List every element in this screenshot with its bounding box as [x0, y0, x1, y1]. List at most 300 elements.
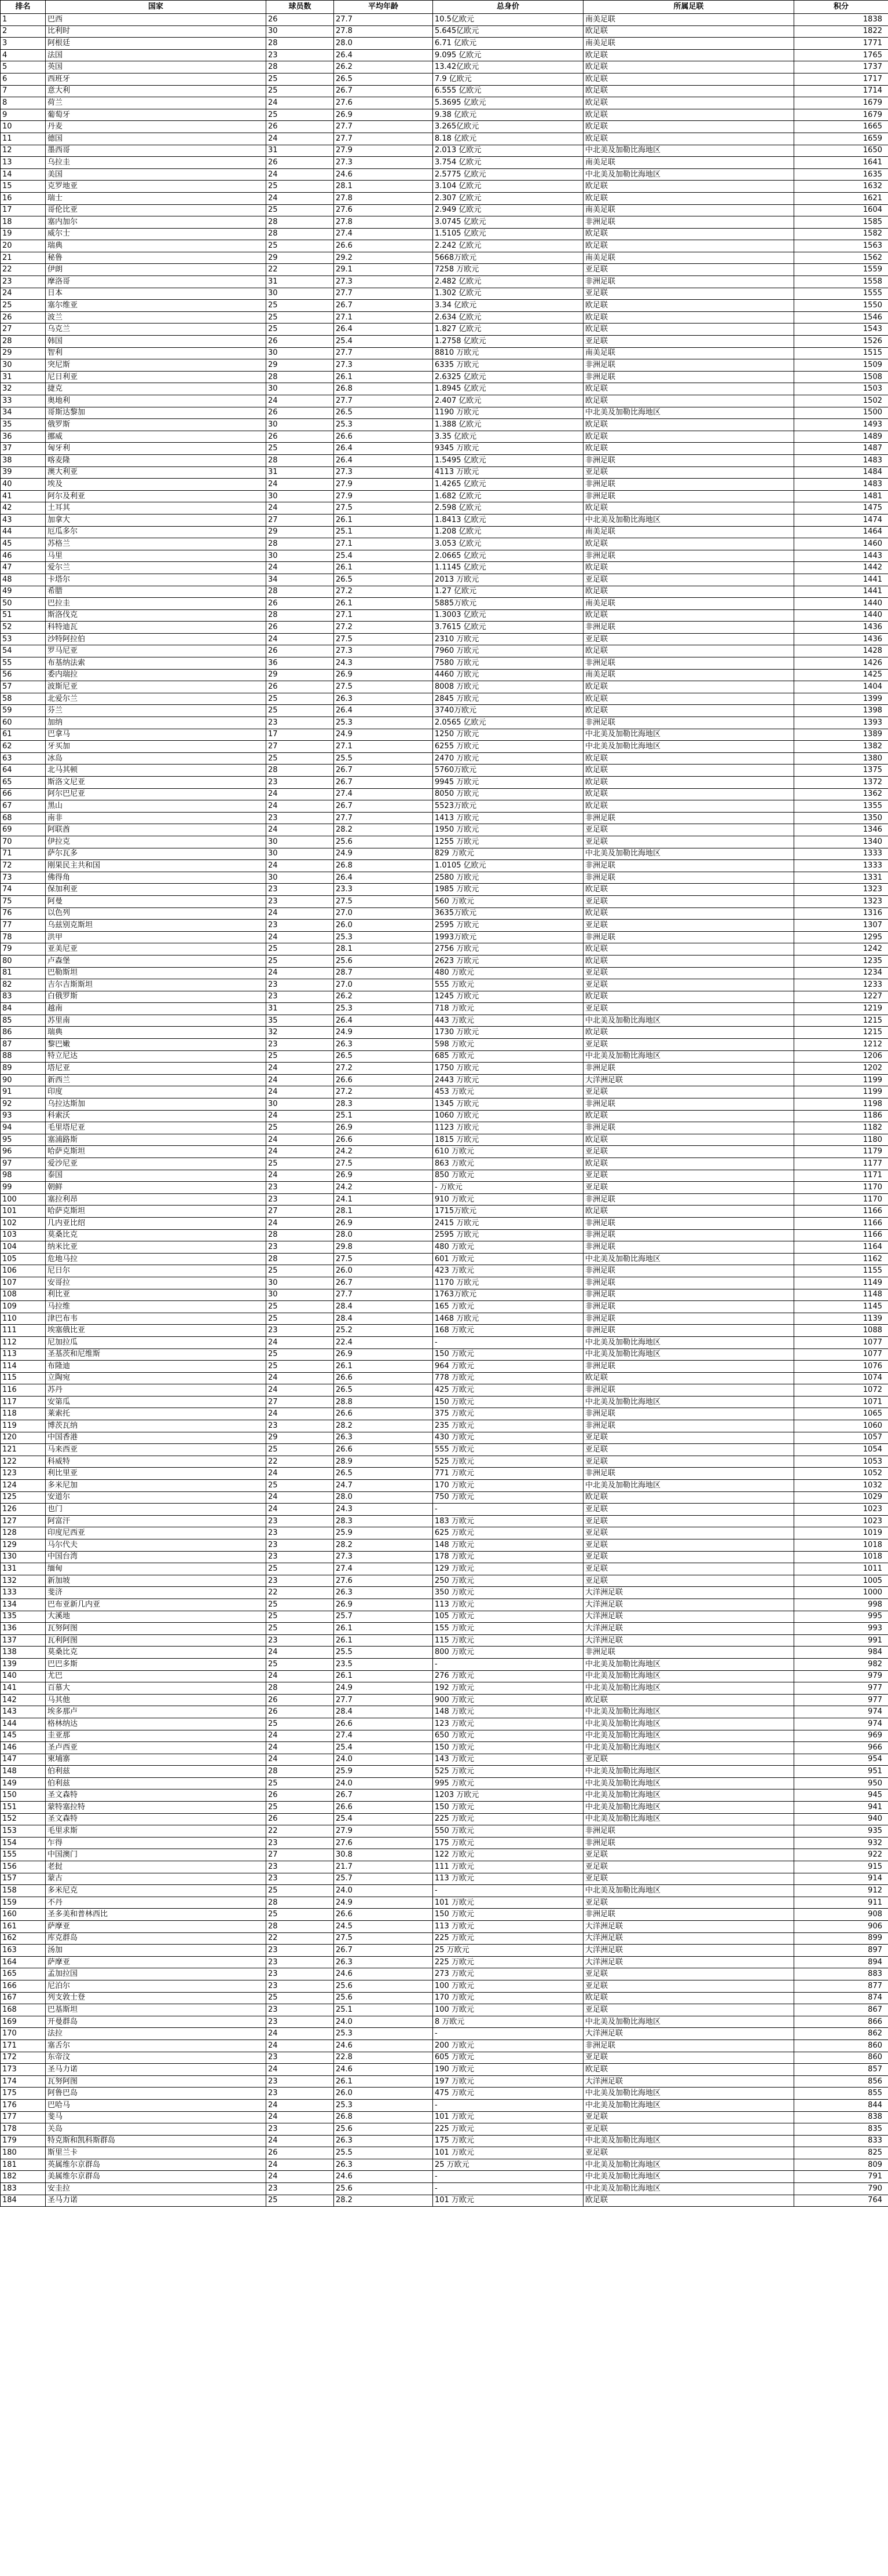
rank-cell: 112: [1, 1336, 46, 1348]
confederation-cell: 亚足联: [584, 2111, 794, 2123]
points-cell: 860: [794, 2040, 888, 2052]
avg-age-cell: 24.9: [334, 729, 433, 741]
points-cell: 1215: [794, 1027, 888, 1039]
rank-cell: 73: [1, 872, 46, 884]
country-cell: 圣多美和普林西比: [46, 1909, 266, 1921]
players-cell: 26: [266, 681, 334, 693]
total-value-cell: 2310 万欧元: [433, 633, 584, 645]
country-cell: 苏丹: [46, 1384, 266, 1397]
rank-cell: 111: [1, 1325, 46, 1337]
points-cell: 1737: [794, 61, 888, 74]
points-cell: 906: [794, 1921, 888, 1933]
rank-cell: 10: [1, 121, 46, 133]
players-cell: 25: [266, 443, 334, 455]
confederation-cell: 中北美及加勒比海地区: [584, 2088, 794, 2100]
rank-cell: 69: [1, 824, 46, 836]
players-cell: 24: [266, 2040, 334, 2052]
country-cell: 阿根廷: [46, 38, 266, 50]
points-cell: 1508: [794, 371, 888, 383]
country-cell: 莱索托: [46, 1408, 266, 1420]
points-cell: 1186: [794, 1110, 888, 1122]
country-cell: 圣文森特: [46, 1813, 266, 1825]
avg-age-cell: 26.6: [334, 1074, 433, 1086]
country-cell: 特立尼达: [46, 1050, 266, 1063]
rank-cell: 145: [1, 1730, 46, 1742]
total-value-cell: 625 万欧元: [433, 1527, 584, 1539]
rank-cell: 61: [1, 729, 46, 741]
confederation-cell: 非洲足联: [584, 872, 794, 884]
table-row: [1, 454, 888, 466]
rank-cell: 2: [1, 25, 46, 38]
players-cell: 22: [266, 1825, 334, 1838]
players-cell: 24: [266, 2171, 334, 2183]
avg-age-cell: 25.3: [334, 419, 433, 431]
players-cell: 23: [266, 1551, 334, 1563]
points-cell: 1382: [794, 741, 888, 753]
points-cell: 1585: [794, 216, 888, 229]
rank-cell: 27: [1, 324, 46, 336]
country-cell: 危地马拉: [46, 1253, 266, 1265]
table-row: [1, 145, 888, 157]
points-cell: 1500: [794, 407, 888, 419]
points-cell: 1550: [794, 300, 888, 312]
avg-age-cell: 26.9: [334, 109, 433, 121]
players-cell: 22: [266, 1587, 334, 1599]
rank-cell: 5: [1, 61, 46, 74]
confederation-cell: 中北美及加勒比海地区: [584, 1682, 794, 1695]
table-row: [1, 1336, 888, 1348]
country-cell: 塞舌尔: [46, 2040, 266, 2052]
players-cell: 23: [266, 1182, 334, 1194]
table-row: [1, 1074, 888, 1086]
players-cell: 25: [266, 1623, 334, 1635]
avg-age-cell: 27.2: [334, 622, 433, 634]
total-value-cell: 650 万欧元: [433, 1730, 584, 1742]
table-row: [1, 1313, 888, 1325]
rank-cell: 13: [1, 157, 46, 169]
avg-age-cell: 26.4: [334, 49, 433, 61]
total-value-cell: 13.42亿欧元: [433, 61, 584, 74]
points-cell: 1060: [794, 1420, 888, 1432]
confederation-cell: 欧足联: [584, 383, 794, 395]
confederation-cell: 欧足联: [584, 538, 794, 550]
table-row: [1, 2075, 888, 2088]
table-row: [1, 228, 888, 240]
players-cell: 23: [266, 1241, 334, 1254]
players-cell: 28: [266, 216, 334, 229]
country-cell: 冰岛: [46, 752, 266, 765]
table-row: [1, 288, 888, 300]
rank-cell: 176: [1, 2099, 46, 2111]
confederation-cell: 亚足联: [584, 1527, 794, 1539]
table-row: [1, 1837, 888, 1849]
rank-cell: 82: [1, 979, 46, 991]
rank-cell: 57: [1, 681, 46, 693]
total-value-cell: 168 万欧元: [433, 1325, 584, 1337]
players-cell: 24: [266, 860, 334, 872]
avg-age-cell: 26.7: [334, 300, 433, 312]
country-cell: 伊朗: [46, 264, 266, 276]
confederation-cell: 中北美及加勒比海地区: [584, 2183, 794, 2195]
points-cell: 941: [794, 1802, 888, 1814]
total-value-cell: 5.3695 亿欧元: [433, 97, 584, 109]
total-value-cell: 2.5775 亿欧元: [433, 168, 584, 181]
points-cell: 1212: [794, 1039, 888, 1051]
rank-cell: 16: [1, 192, 46, 204]
table-row: [1, 216, 888, 229]
country-cell: 牙买加: [46, 741, 266, 753]
total-value-cell: 1.388 亿欧元: [433, 419, 584, 431]
total-value-cell: 350 万欧元: [433, 1587, 584, 1599]
confederation-cell: 大洋洲足联: [584, 1587, 794, 1599]
table-row: [1, 1182, 888, 1194]
confederation-cell: 亚足联: [584, 895, 794, 907]
players-cell: 24: [266, 1730, 334, 1742]
country-cell: 塔尼亚: [46, 1063, 266, 1075]
rank-cell: 96: [1, 1146, 46, 1158]
players-cell: 24: [266, 562, 334, 574]
country-cell: 瓦努阿图: [46, 2075, 266, 2088]
rank-cell: 159: [1, 1897, 46, 1909]
points-cell: 991: [794, 1634, 888, 1647]
country-cell: 吉尔吉斯斯坦: [46, 979, 266, 991]
country-cell: 列支敦士登: [46, 1992, 266, 2004]
avg-age-cell: 26.1: [334, 1623, 433, 1635]
rank-cell: 79: [1, 943, 46, 956]
avg-age-cell: 25.6: [334, 1980, 433, 1992]
points-cell: 1441: [794, 574, 888, 586]
rank-cell: 4: [1, 49, 46, 61]
country-cell: 伯利兹: [46, 1766, 266, 1778]
country-cell: 中国香港: [46, 1432, 266, 1444]
country-cell: 韩国: [46, 336, 266, 348]
rank-cell: 9: [1, 109, 46, 121]
confederation-cell: 亚足联: [584, 824, 794, 836]
table-row: [1, 2088, 888, 2100]
table-row: [1, 1504, 888, 1516]
players-cell: 25: [266, 204, 334, 216]
rank-cell: 123: [1, 1468, 46, 1480]
confederation-cell: 欧足联: [584, 85, 794, 97]
confederation-cell: 南美足联: [584, 14, 794, 26]
confederation-cell: 非洲足联: [584, 931, 794, 943]
points-cell: 1023: [794, 1504, 888, 1516]
rank-cell: 7: [1, 85, 46, 97]
total-value-cell: 1123 万欧元: [433, 1122, 584, 1134]
table-row: [1, 38, 888, 50]
total-value-cell: 123 万欧元: [433, 1718, 584, 1730]
points-cell: 1765: [794, 49, 888, 61]
rank-cell: 47: [1, 562, 46, 574]
country-cell: 巴布亚新几内亚: [46, 1598, 266, 1611]
avg-age-cell: 26.7: [334, 1789, 433, 1802]
points-cell: 1166: [794, 1217, 888, 1229]
table-row: [1, 2028, 888, 2040]
confederation-cell: 中北美及加勒比海地区: [584, 1253, 794, 1265]
confederation-cell: 南美足联: [584, 598, 794, 610]
table-row: [1, 336, 888, 348]
table-row: [1, 979, 888, 991]
confederation-cell: 非洲足联: [584, 1301, 794, 1313]
total-value-cell: 1730 万欧元: [433, 1027, 584, 1039]
avg-age-cell: 27.8: [334, 216, 433, 229]
confederation-cell: 欧足联: [584, 49, 794, 61]
country-cell: 利比亚: [46, 1289, 266, 1301]
confederation-cell: 亚足联: [584, 1504, 794, 1516]
confederation-cell: 中北美及加勒比海地区: [584, 1789, 794, 1802]
avg-age-cell: 26.9: [334, 1122, 433, 1134]
avg-age-cell: 26.7: [334, 765, 433, 777]
country-cell: 纳米比亚: [46, 1241, 266, 1254]
players-cell: 22: [266, 1456, 334, 1468]
confederation-cell: 亚足联: [584, 1003, 794, 1015]
players-cell: 24: [266, 2159, 334, 2171]
rank-cell: 168: [1, 2004, 46, 2016]
table-row: [1, 848, 888, 860]
total-value-cell: 430 万欧元: [433, 1432, 584, 1444]
table-row: [1, 1050, 888, 1063]
country-cell: 安道尔: [46, 1491, 266, 1504]
total-value-cell: 2.407 亿欧元: [433, 395, 584, 407]
rank-cell: 100: [1, 1193, 46, 1206]
table-row: [1, 2147, 888, 2159]
rank-cell: 30: [1, 359, 46, 372]
avg-age-cell: 27.3: [334, 359, 433, 372]
rank-cell: 39: [1, 466, 46, 479]
country-cell: 北马其顿: [46, 765, 266, 777]
avg-age-cell: 25.7: [334, 1611, 433, 1623]
players-cell: 28: [266, 61, 334, 74]
avg-age-cell: 28.2: [334, 824, 433, 836]
rank-cell: 83: [1, 991, 46, 1003]
points-cell: 1426: [794, 657, 888, 670]
country-cell: 不丹: [46, 1897, 266, 1909]
rank-cell: 86: [1, 1027, 46, 1039]
players-cell: 24: [266, 931, 334, 943]
players-cell: 26: [266, 336, 334, 348]
total-value-cell: 1.208 亿欧元: [433, 526, 584, 538]
country-cell: 加纳: [46, 717, 266, 729]
players-cell: 26: [266, 1813, 334, 1825]
total-value-cell: 2623 万欧元: [433, 955, 584, 967]
rank-cell: 101: [1, 1206, 46, 1218]
total-value-cell: 1.4265 亿欧元: [433, 479, 584, 491]
rank-cell: 75: [1, 895, 46, 907]
players-cell: 23: [266, 1539, 334, 1552]
total-value-cell: 2.598 亿欧元: [433, 502, 584, 515]
points-cell: 995: [794, 1611, 888, 1623]
confederation-cell: 非洲足联: [584, 216, 794, 229]
points-cell: 1393: [794, 717, 888, 729]
total-value-cell: 1.0105 亿欧元: [433, 860, 584, 872]
total-value-cell: 175 万欧元: [433, 1837, 584, 1849]
confederation-cell: 非洲足联: [584, 1909, 794, 1921]
rank-cell: 156: [1, 1861, 46, 1873]
total-value-cell: 910 万欧元: [433, 1193, 584, 1206]
total-value-cell: 170 万欧元: [433, 1992, 584, 2004]
rank-cell: 105: [1, 1253, 46, 1265]
country-cell: 哥伦比亚: [46, 204, 266, 216]
total-value-cell: 5.645亿欧元: [433, 25, 584, 38]
table-row: [1, 788, 888, 800]
confederation-cell: 欧足联: [584, 1206, 794, 1218]
rank-cell: 85: [1, 1015, 46, 1027]
points-cell: 1199: [794, 1086, 888, 1098]
avg-age-cell: 27.5: [334, 633, 433, 645]
avg-age-cell: 26.7: [334, 800, 433, 813]
points-cell: 874: [794, 1992, 888, 2004]
players-cell: 28: [266, 1253, 334, 1265]
total-value-cell: 5885万欧元: [433, 598, 584, 610]
players-cell: 25: [266, 1480, 334, 1492]
table-row: [1, 907, 888, 920]
total-value-cell: 7258 万欧元: [433, 264, 584, 276]
players-cell: 24: [266, 97, 334, 109]
points-cell: 1350: [794, 812, 888, 824]
rank-cell: 42: [1, 502, 46, 515]
total-value-cell: 475 万欧元: [433, 2088, 584, 2100]
players-cell: 28: [266, 1766, 334, 1778]
players-cell: 24: [266, 1086, 334, 1098]
table-row: [1, 812, 888, 824]
table-row: [1, 884, 888, 896]
total-value-cell: -: [433, 2171, 584, 2183]
points-cell: 954: [794, 1754, 888, 1766]
players-cell: 31: [266, 466, 334, 479]
points-cell: 974: [794, 1718, 888, 1730]
rank-cell: 134: [1, 1598, 46, 1611]
header-row: [1, 1, 888, 14]
rank-cell: 67: [1, 800, 46, 813]
players-cell: 30: [266, 1289, 334, 1301]
avg-age-cell: 27.5: [334, 681, 433, 693]
country-cell: 萨摩亚: [46, 1921, 266, 1933]
country-cell: 蒙古: [46, 1873, 266, 1885]
table-row: [1, 526, 888, 538]
players-cell: 24: [266, 1384, 334, 1397]
players-cell: 25: [266, 1598, 334, 1611]
rank-cell: 126: [1, 1504, 46, 1516]
points-cell: 1177: [794, 1158, 888, 1170]
confederation-cell: 南美足联: [584, 347, 794, 359]
total-value-cell: 5523万欧元: [433, 800, 584, 813]
avg-age-cell: 26.3: [334, 2159, 433, 2171]
total-value-cell: 1255 万欧元: [433, 836, 584, 848]
points-cell: 1155: [794, 1265, 888, 1277]
confederation-cell: 非洲足联: [584, 490, 794, 502]
country-cell: 埃多那卢: [46, 1706, 266, 1718]
table-row: [1, 1110, 888, 1122]
confederation-cell: 欧足联: [584, 955, 794, 967]
points-cell: 1440: [794, 598, 888, 610]
table-row: [1, 311, 888, 324]
confederation-cell: 欧足联: [584, 943, 794, 956]
players-cell: 30: [266, 383, 334, 395]
avg-age-cell: 26.4: [334, 872, 433, 884]
rank-cell: 55: [1, 657, 46, 670]
points-cell: 1493: [794, 419, 888, 431]
players-cell: 28: [266, 454, 334, 466]
avg-age-cell: 25.3: [334, 2099, 433, 2111]
players-cell: 25: [266, 1563, 334, 1575]
players-cell: 25: [266, 1802, 334, 1814]
table-row: [1, 2016, 888, 2028]
confederation-cell: 中北美及加勒比海地区: [584, 1718, 794, 1730]
total-value-cell: 1060 万欧元: [433, 1110, 584, 1122]
avg-age-cell: 25.2: [334, 1325, 433, 1337]
country-cell: 加拿大: [46, 514, 266, 526]
total-value-cell: 190 万欧元: [433, 2064, 584, 2076]
avg-age-cell: 26.3: [334, 1432, 433, 1444]
players-cell: 26: [266, 1694, 334, 1706]
table-row: [1, 514, 888, 526]
table-row: [1, 1384, 888, 1397]
table-row: [1, 538, 888, 550]
players-cell: 30: [266, 1098, 334, 1111]
total-value-cell: 197 万欧元: [433, 2075, 584, 2088]
table-row: [1, 800, 888, 813]
total-value-cell: 105 万欧元: [433, 1611, 584, 1623]
confederation-cell: 欧足联: [584, 1694, 794, 1706]
players-cell: 30: [266, 1277, 334, 1289]
total-value-cell: 1345 万欧元: [433, 1098, 584, 1111]
header-total-value: 总身价: [433, 1, 584, 14]
confederation-cell: 亚足联: [584, 836, 794, 848]
players-cell: 24: [266, 907, 334, 920]
table-row: [1, 2183, 888, 2195]
rank-cell: 78: [1, 931, 46, 943]
rank-cell: 147: [1, 1754, 46, 1766]
points-cell: 1198: [794, 1098, 888, 1111]
avg-age-cell: 25.5: [334, 1647, 433, 1659]
rank-cell: 80: [1, 955, 46, 967]
total-value-cell: 101 万欧元: [433, 2195, 584, 2207]
avg-age-cell: 24.6: [334, 168, 433, 181]
avg-age-cell: 23.5: [334, 1658, 433, 1670]
avg-age-cell: 27.4: [334, 228, 433, 240]
avg-age-cell: 27.3: [334, 1551, 433, 1563]
total-value-cell: 100 万欧元: [433, 2004, 584, 2016]
table-row: [1, 633, 888, 645]
confederation-cell: 欧足联: [584, 311, 794, 324]
table-row: [1, 1265, 888, 1277]
country-cell: 缅甸: [46, 1563, 266, 1575]
country-cell: 特克斯和凯科斯群岛: [46, 2135, 266, 2147]
avg-age-cell: 24.9: [334, 1027, 433, 1039]
points-cell: 1019: [794, 1527, 888, 1539]
avg-age-cell: 30.8: [334, 1849, 433, 1861]
avg-age-cell: 26.5: [334, 407, 433, 419]
points-cell: 1372: [794, 777, 888, 789]
points-cell: 1323: [794, 895, 888, 907]
header-rank: 排名: [1, 1, 46, 14]
table-row: [1, 324, 888, 336]
country-cell: 北爱尔兰: [46, 693, 266, 705]
table-row: [1, 204, 888, 216]
country-cell: 南非: [46, 812, 266, 824]
points-cell: 1375: [794, 765, 888, 777]
avg-age-cell: 27.8: [334, 192, 433, 204]
country-cell: 中国澳门: [46, 1849, 266, 1861]
country-cell: 土耳其: [46, 502, 266, 515]
avg-age-cell: 25.3: [334, 1003, 433, 1015]
confederation-cell: 大洋洲足联: [584, 1921, 794, 1933]
total-value-cell: 150 万欧元: [433, 1909, 584, 1921]
avg-age-cell: 27.7: [334, 121, 433, 133]
avg-age-cell: 24.6: [334, 1968, 433, 1980]
players-cell: 25: [266, 311, 334, 324]
country-cell: 法拉: [46, 2028, 266, 2040]
